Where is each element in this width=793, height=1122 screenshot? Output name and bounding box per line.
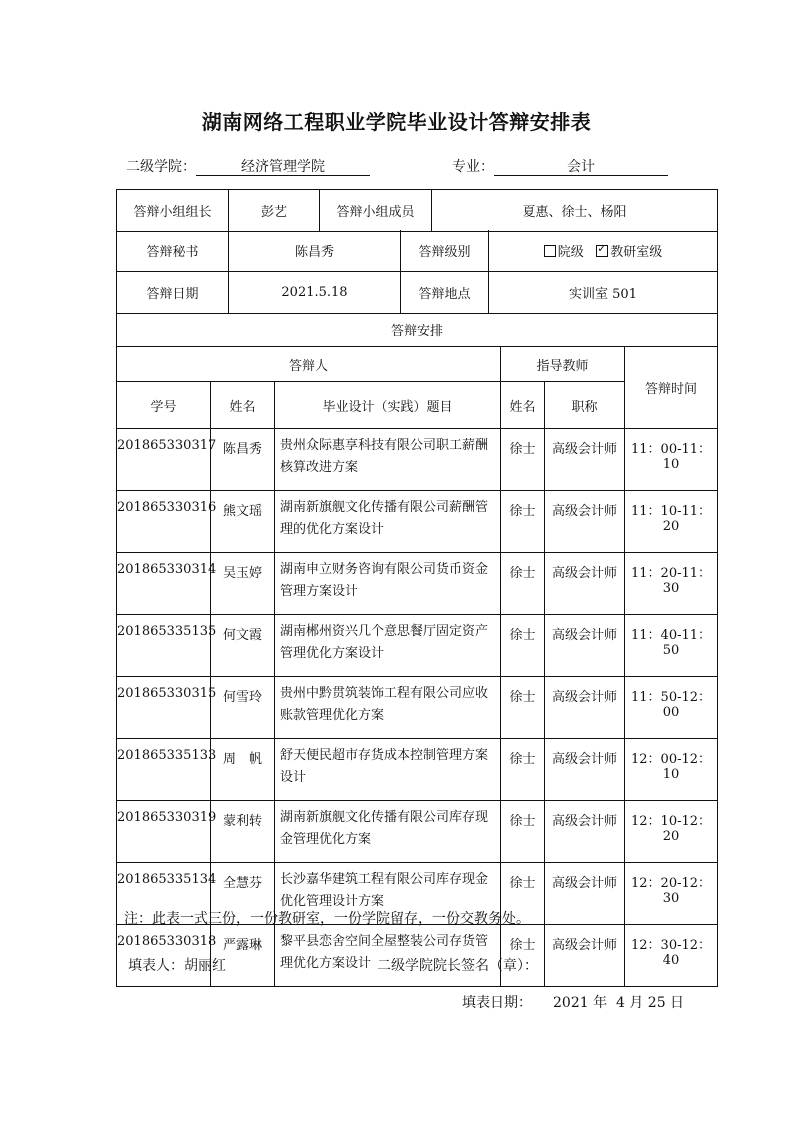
student-id-cell: 201865330316 — [117, 491, 211, 553]
advisor-title-cell: 高级会计师 — [545, 429, 625, 491]
defense-time-cell: 12：00-12：10 — [625, 739, 718, 801]
committee-info-table — [116, 189, 718, 232]
members-label: 答辩小组成员 — [320, 190, 432, 232]
level-dept-label: 教研室级 — [610, 245, 663, 260]
leader-label: 答辩小组组长 — [117, 190, 229, 232]
student-name-cell: 熊文瑶 — [211, 491, 275, 553]
defense-time-cell: 12：20-12：30 — [625, 863, 718, 925]
table-row — [117, 553, 718, 615]
topic-header: 毕业设计（实践）题目 — [275, 382, 501, 429]
advisor-name-cell: 徐士 — [501, 801, 545, 863]
topic-cell: 湖南申立财务咨询有限公司货币资金管理方案设计 — [275, 553, 501, 615]
advisor-title-cell: 高级会计师 — [545, 491, 625, 553]
student-group-header: 答辩人 — [117, 347, 501, 382]
student-name-cell: 陈昌秀 — [211, 429, 275, 491]
student-id-cell: 201865335135 — [117, 615, 211, 677]
advisor-name-header: 姓名 — [501, 382, 545, 429]
advisor-name-cell: 徐士 — [501, 429, 545, 491]
student-name-cell: 何雪玲 — [211, 677, 275, 739]
advisor-title-cell: 高级会计师 — [545, 801, 625, 863]
student-name-cell: 周 帆 — [211, 739, 275, 801]
leader-value: 彭艺 — [229, 190, 320, 232]
level-label: 答辩级别 — [401, 230, 489, 272]
college-label: 二级学院： — [126, 159, 196, 175]
advisor-title-cell: 高级会计师 — [545, 677, 625, 739]
footer-note: 注：此表一式三份，一份教研室，一份学院留存，一份交教务处。 — [124, 911, 530, 927]
level-options — [489, 230, 718, 272]
defense-info-table — [116, 230, 718, 314]
student-name-header: 姓名 — [211, 382, 275, 429]
advisor-name-cell: 徐士 — [501, 491, 545, 553]
student-name-cell: 何文霞 — [211, 615, 275, 677]
level-dept-checkbox[interactable] — [596, 245, 608, 257]
major-value: 会计 — [494, 159, 668, 176]
page-title: 湖南网络工程职业学院毕业设计答辩安排表 — [201, 110, 592, 134]
date-label: 答辩日期 — [117, 272, 229, 314]
advisor-name-cell: 徐士 — [501, 553, 545, 615]
advisor-name-cell: 徐士 — [501, 863, 545, 925]
student-id-cell: 201865330315 — [117, 677, 211, 739]
date-value: 2021.5.18 — [229, 272, 401, 314]
table-row — [117, 801, 718, 863]
major-field — [452, 156, 668, 176]
defense-time-cell: 11：50-12：00 — [625, 677, 718, 739]
defense-time-cell: 12：10-12：20 — [625, 801, 718, 863]
table-row — [117, 491, 718, 553]
schedule-table — [116, 312, 718, 987]
student-name-cell: 全慧芬 — [211, 863, 275, 925]
filler-name: 填表人：胡丽红 — [128, 958, 226, 974]
topic-cell: 贵州中黔贯筑装饰工程有限公司应收账款管理优化方案 — [275, 677, 501, 739]
level-school-label: 院级 — [557, 245, 584, 260]
college-field — [126, 156, 370, 176]
defense-time-cell: 11：40-11：50 — [625, 615, 718, 677]
dean-signature-label: 二级学院院长签名（章）： — [377, 958, 538, 974]
place-value: 实训室 501 — [489, 272, 718, 314]
topic-cell: 湖南新旗舰文化传播有限公司薪酬管理的优化方案设计 — [275, 491, 501, 553]
advisor-title-cell: 高级会计师 — [545, 863, 625, 925]
advisor-name-cell: 徐士 — [501, 615, 545, 677]
student-id-cell: 201865330319 — [117, 801, 211, 863]
advisor-name-cell: 徐士 — [501, 925, 545, 987]
advisor-title-header: 职称 — [545, 382, 625, 429]
student-name-cell: 蒙利转 — [211, 801, 275, 863]
table-row — [117, 429, 718, 491]
topic-cell: 湖南新旗舰文化传播有限公司库存现金管理优化方案 — [275, 801, 501, 863]
advisor-name-cell: 徐士 — [501, 677, 545, 739]
defense-time-cell: 11：10-11：20 — [625, 491, 718, 553]
topic-cell: 黎平县恋舍空间全屋整装公司存货管理优化方案设计 — [275, 925, 501, 987]
student-id-cell: 201865330317 — [117, 429, 211, 491]
student-id-header: 学号 — [117, 382, 211, 429]
major-label: 专业： — [452, 159, 494, 175]
secretary-label: 答辩秘书 — [117, 230, 229, 272]
table-row — [117, 739, 718, 801]
table-row — [117, 615, 718, 677]
student-id-cell: 201865330314 — [117, 553, 211, 615]
advisor-group-header: 指导教师 — [501, 347, 625, 382]
advisor-title-cell: 高级会计师 — [545, 615, 625, 677]
topic-cell: 湖南郴州资兴几个意思餐厅固定资产管理优化方案设计 — [275, 615, 501, 677]
student-id-cell: 201865330318 — [117, 925, 211, 987]
level-school-checkbox[interactable] — [544, 245, 556, 257]
college-value: 经济管理学院 — [196, 159, 370, 176]
time-header: 答辩时间 — [625, 347, 718, 429]
advisor-name-cell: 徐士 — [501, 739, 545, 801]
fill-date: 填表日期： 2021 年 4 月 25 日 — [462, 995, 685, 1011]
table-row — [117, 677, 718, 739]
student-id-cell: 201865335134 — [117, 863, 211, 925]
schedule-section-title: 答辩安排 — [117, 312, 718, 347]
student-name-cell: 严露琳 — [211, 925, 275, 987]
defense-time-cell: 11：20-11：30 — [625, 553, 718, 615]
student-id-cell: 201865335133 — [117, 739, 211, 801]
topic-cell: 贵州众际惠享科技有限公司职工薪酬核算改进方案 — [275, 429, 501, 491]
student-name-cell: 吴玉婷 — [211, 553, 275, 615]
advisor-title-cell: 高级会计师 — [545, 553, 625, 615]
place-label: 答辩地点 — [401, 272, 489, 314]
topic-cell: 长沙嘉华建筑工程有限公司库存现金优化管理设计方案 — [275, 863, 501, 925]
secretary-value: 陈昌秀 — [229, 230, 401, 272]
advisor-title-cell: 高级会计师 — [545, 739, 625, 801]
members-value: 夏惠、徐士、杨阳 — [432, 190, 718, 232]
defense-time-cell: 11：00-11：10 — [625, 429, 718, 491]
defense-time-cell: 12：30-12：40 — [625, 925, 718, 987]
topic-cell: 舒天便民超市存货成本控制管理方案设计 — [275, 739, 501, 801]
advisor-title-cell: 高级会计师 — [545, 925, 625, 987]
